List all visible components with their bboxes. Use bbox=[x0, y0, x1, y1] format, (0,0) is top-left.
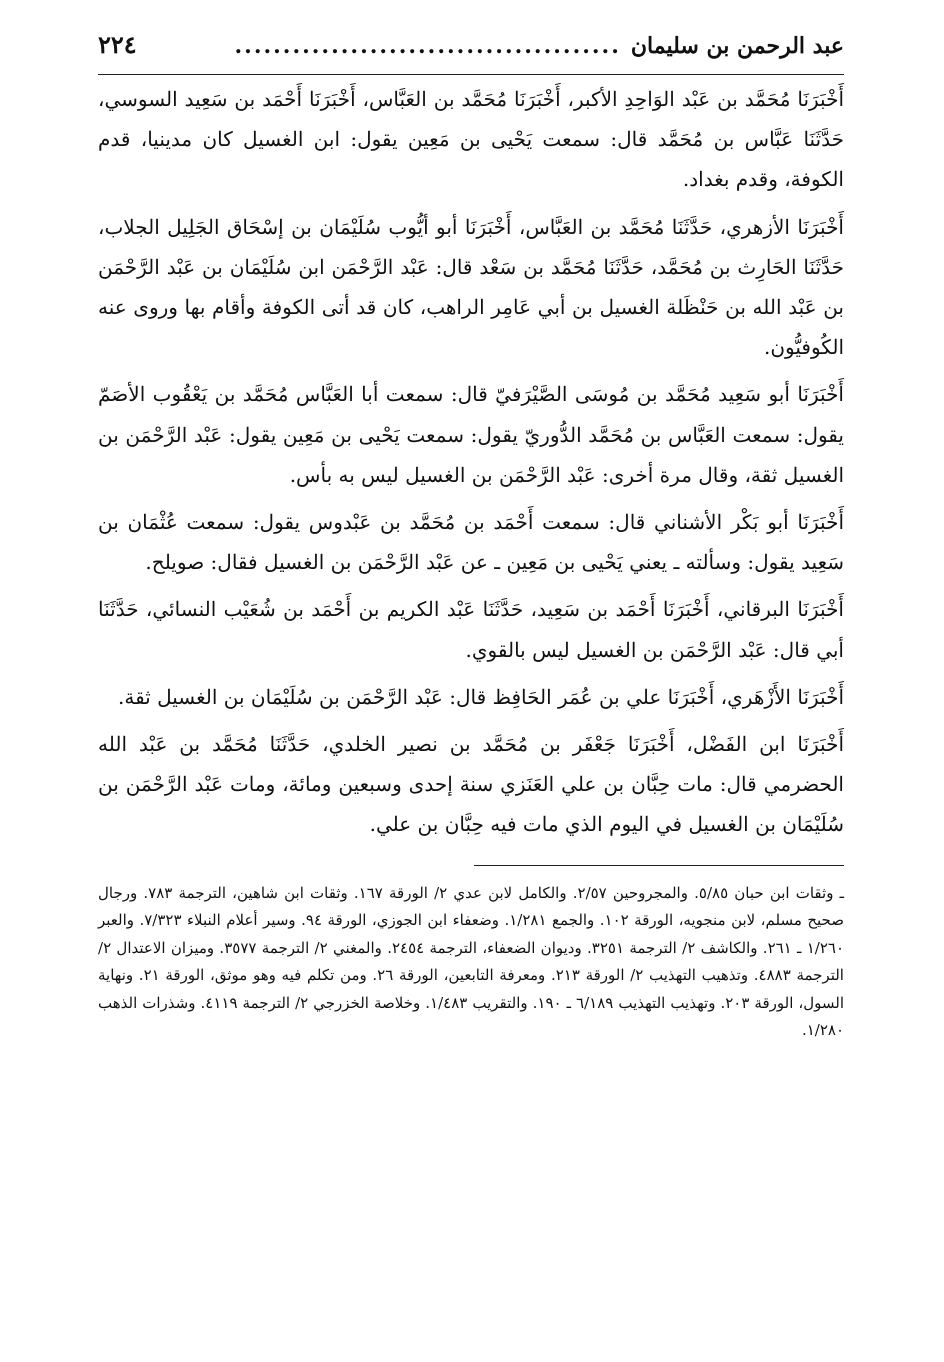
paragraph: أَخْبَرَنَا الأَزْهَري، أَخْبَرَنَا علي بن عُمَر الحَافِظ قال: عَبْد الرَّحْمَن بن سُلَيْمَان بن الغسيل ثقة. bbox=[117, 684, 844, 709]
paragraph: أَخْبَرَنَا أبو بَكْر الأشناني قال: سمعت أَحْمَد بن مُحَمَّد بن عَبْدوس يقول: سمعت عُثْمَان بن سَعِيد يقول: وسألته ـ يعني يَحْيى بن مَعِين ـ عن عَبْد الرَّحْمَن بن الغسيل فقال: صويلح. bbox=[98, 510, 844, 575]
footnotes bbox=[98, 880, 844, 1045]
page-number: ٢٢٤ bbox=[98, 30, 137, 59]
paragraph: أَخْبَرَنَا مُحَمَّد بن عَبْد الوَاحِدِ الأكبر، أَخْبَرَنَا مُحَمَّد بن العَبَّاس، أَخْبَرَنَا أَحْمَد بن سَعِيد السوسي، حَدَّثَنَا عَبَّاس بن مُحَمَّد قال: سمعت يَحْيى بن مَعِين يقول: ابن الغسيل كان مدينيا، قدم الكوفة، وقدم بغداد. bbox=[98, 87, 844, 192]
book-page bbox=[98, 30, 844, 1340]
paragraph: أَخْبَرَنَا أبو سَعِيد مُحَمَّد بن مُوسَى الصَّيْرَفيّ قال: سمعت أبا العَبَّاس مُحَمَّد بن يَعْقُوب الأصَمّ يقول: سمعت العَبَّاس بن مُحَمَّد الدُّوريّ يقول: سمعت يَحْيى بن مَعِين يقول: عَبْد الرَّحْمَن بن الغسيل ثقة، وقال مرة أخرى: عَبْد الرَّحْمَن بن الغسيل ليس به بأس. bbox=[98, 382, 844, 487]
leader-dots: ........................................ bbox=[234, 33, 621, 59]
paragraph: أَخْبَرَنَا ابن الفَضْل، أَخْبَرَنَا جَعْفَر بن مُحَمَّد بن نصير الخلدي، حَدَّثَنَا مُحَمَّد بن عَبْد الله الحضرمي قال: مات حِبَّان بن علي العَنَزي سنة إحدى وسبعين ومائة، ومات عَبْد الرَّحْمَن بن سُلَيْمَان بن الغسيل في اليوم الذي مات فيه حِبَّان بن علي. bbox=[98, 732, 844, 837]
running-header bbox=[98, 30, 844, 75]
paragraph: أَخْبَرَنَا الأزهري، حَدَّثَنَا مُحَمَّد بن العَبَّاس، أَخْبَرَنَا أبو أيُّوب سُلَيْمَان بن إسْحَاق الجَلِيل الجلاب، حَدَّثَنَا الحَارِث بن مُحَمَّد، حَدَّثَنَا مُحَمَّد بن سَعْد قال: عَبْد الرَّحْمَن ابن سُلَيْمَان بن عَبْد الرَّحْمَن بن عَبْد الله بن حَنْظَلة الغسيل بن أبي عَامِر الراهب، كان قد أتى الكوفة وأقام بها وروى عنه الكُوفيُّون. bbox=[98, 214, 844, 360]
paragraph: أَخْبَرَنَا البرقاني، أَخْبَرَنَا أَحْمَد بن سَعِيد، حَدَّثَنَا عَبْد الكريم بن أَحْمَد بن شُعَيْب النسائي، حَدَّثَنَا أبي قال: عَبْد الرَّحْمَن بن الغسيل ليس بالقوي. bbox=[98, 597, 844, 662]
footnote-divider bbox=[474, 865, 844, 866]
main-text bbox=[98, 79, 844, 845]
running-title: عبد الرحمن بن سليمان bbox=[630, 33, 844, 59]
footnote: ـ وثقات ابن حبان ٥/٨٥. والمجروحين ٢/٥٧. والكامل لابن عدي ٢/ الورقة ١٦٧. وثقات ابن شاهين، الترجمة ٧٨٣. ورجال صحيح مسلم، لابن منجويه، الورقة ١٠٢. والجمع ١/٢٨١. وضعفاء ابن الجوزي، الورقة ٩٤. وسير أعلام النبلاء ٧/٣٢٣. والعبر ١/٢٦٠ ـ ٢٦١. والكاشف ٢/ الترجمة ٣٢٥١. وديوان الضعفاء، الترجمة ٢٤٥٤. والمغني ٢/ الترجمة ٣٥٧٧. وميزان الاعتدال ٢/ الترجمة ٤٨٨٣. وتذهيب التهذيب ٢/ الورقة ٢١٣. ومعرفة التابعين، الورقة ٢٦. ومن تكلم فيه وهو موثق، الورقة ٢١. ونهاية السول، الورقة ٢٠٣. وتهذيب التهذيب ٦/١٨٩ ـ ١٩٠. والتقريب ١/٤٨٣. وخلاصة الخزرجي ٢/ الترجمة ٤١١٩. وشذرات الذهب ١/٢٨٠. bbox=[98, 883, 845, 1040]
